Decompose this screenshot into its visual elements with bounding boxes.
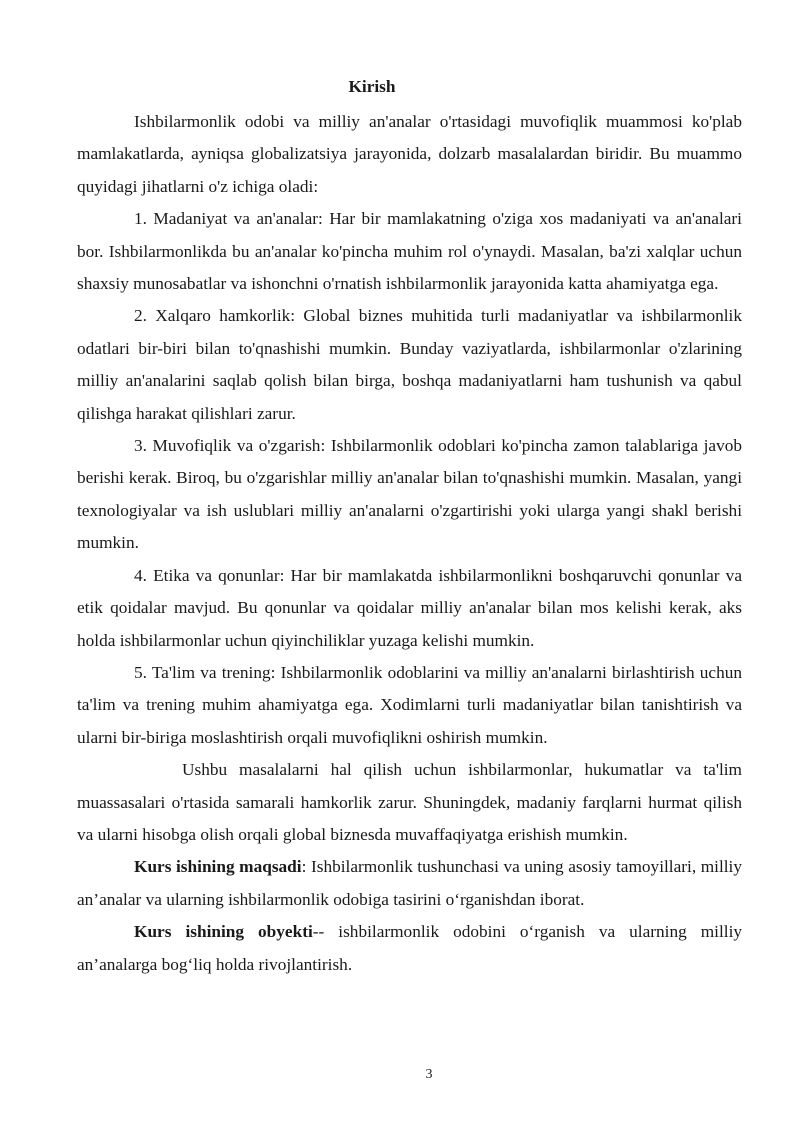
conclusion-paragraph: Ushbu masalalarni hal qilish uchun ishbilarmonlar, hukumatlar va ta'lim muassasalari o'rtasida samarali hamkorlik zarur. Shuningdek, madaniy farqlarni hurmat qilish va ularni hisobga olish orqali global biznesda muvaffaqiyatga erishish mumkin. bbox=[77, 760, 742, 844]
intro-paragraph: Ishbilarmonlik odobi va milliy an'analar o'rtasidagi muvofiqlik muammosi ko'plab mamlakatlarda, ayniqsa globalizatsiya jarayonida, dolzarb masalalardan biridir. Bu muammo quyidagi jihatlarni o'z ichiga oladi: bbox=[77, 112, 742, 196]
page-number: 3 bbox=[425, 1067, 433, 1082]
object-paragraph bbox=[77, 916, 742, 981]
section-title: Kirish bbox=[348, 77, 396, 96]
goal-label: Kurs ishining maqsadi bbox=[134, 857, 302, 877]
document-body bbox=[77, 106, 742, 981]
list-item-ethics: 4. Etika va qonunlar: Har bir mamlakatda ishbilarmonlikni boshqaruvchi qonunlar va etik qoidalar mavjud. Bu qonunlar va qoidalar milliy an'analar bilan mos kelishi kerak, aks holda ishbilarmonlar uchun qiyinchiliklar yuzaga kelishi mumkin. bbox=[77, 565, 742, 650]
list-item-change: 3. Muvofiqlik va o'zgarish: Ishbilarmonlik odoblari ko'pincha zamon talablariga javob berishi kerak. Biroq, bu o'zgarishlar milliy an'analar bilan to'qnashishi mumkin. Masalan, yangi texnologiyalar va ish uslublari milliy an'analarni o'zgartirishi yoki ularga yangi shakl berishi mumkin. bbox=[77, 436, 742, 553]
list-item-cooperation: 2. Xalqaro hamkorlik: Global biznes muhitida turli madaniyatlar va ishbilarmonlik odatlari bir-biri bilan to'qnashishi mumkin. Bunday vaziyatlarda, ishbilarmonlar o'zlarining milliy an'analarini saqlab qolish bilan birga, boshqa madaniyatlarni ham tushunish va qabul qilishga harakat qilishlari zarur. bbox=[77, 306, 742, 423]
goal-paragraph bbox=[77, 851, 742, 916]
list-item-education: 5. Ta'lim va trening: Ishbilarmonlik odoblarini va milliy an'analarni birlashtirish uchun ta'lim va trening muhim ahamiyatga ega. Xodimlarni turli madaniyatlar bilan tanishtirish va ularni bir-biriga moslashtirish orqali muvofiqlikni oshirish mumkin. bbox=[77, 662, 742, 747]
goal-text: : Ishbilarmonlik tushunchasi va uning asosiy tamoyillari, milliy an’analar va ularning ishbilarmonlik odobiga tasirini o‘rganishdan iborat. bbox=[77, 857, 742, 909]
object-label: Kurs ishining obyekti bbox=[134, 922, 313, 942]
object-text: -- ishbilarmonlik odobini o‘rganish va ularning milliy an’analarga bog‘liq holda rivojlantirish. bbox=[77, 922, 743, 974]
list-item-culture: 1. Madaniyat va an'analar: Har bir mamlakatning o'ziga xos madaniyati va an'analari bor. Ishbilarmonlikda bu an'analar ko'pincha muhim rol o'ynaydi. Masalan, ba'zi xalqlar uchun shaxsiy munosabatlar va ishonchni o'rnatish ishbilarmonlik jarayonida katta ahamiyatga ega. bbox=[77, 209, 742, 294]
